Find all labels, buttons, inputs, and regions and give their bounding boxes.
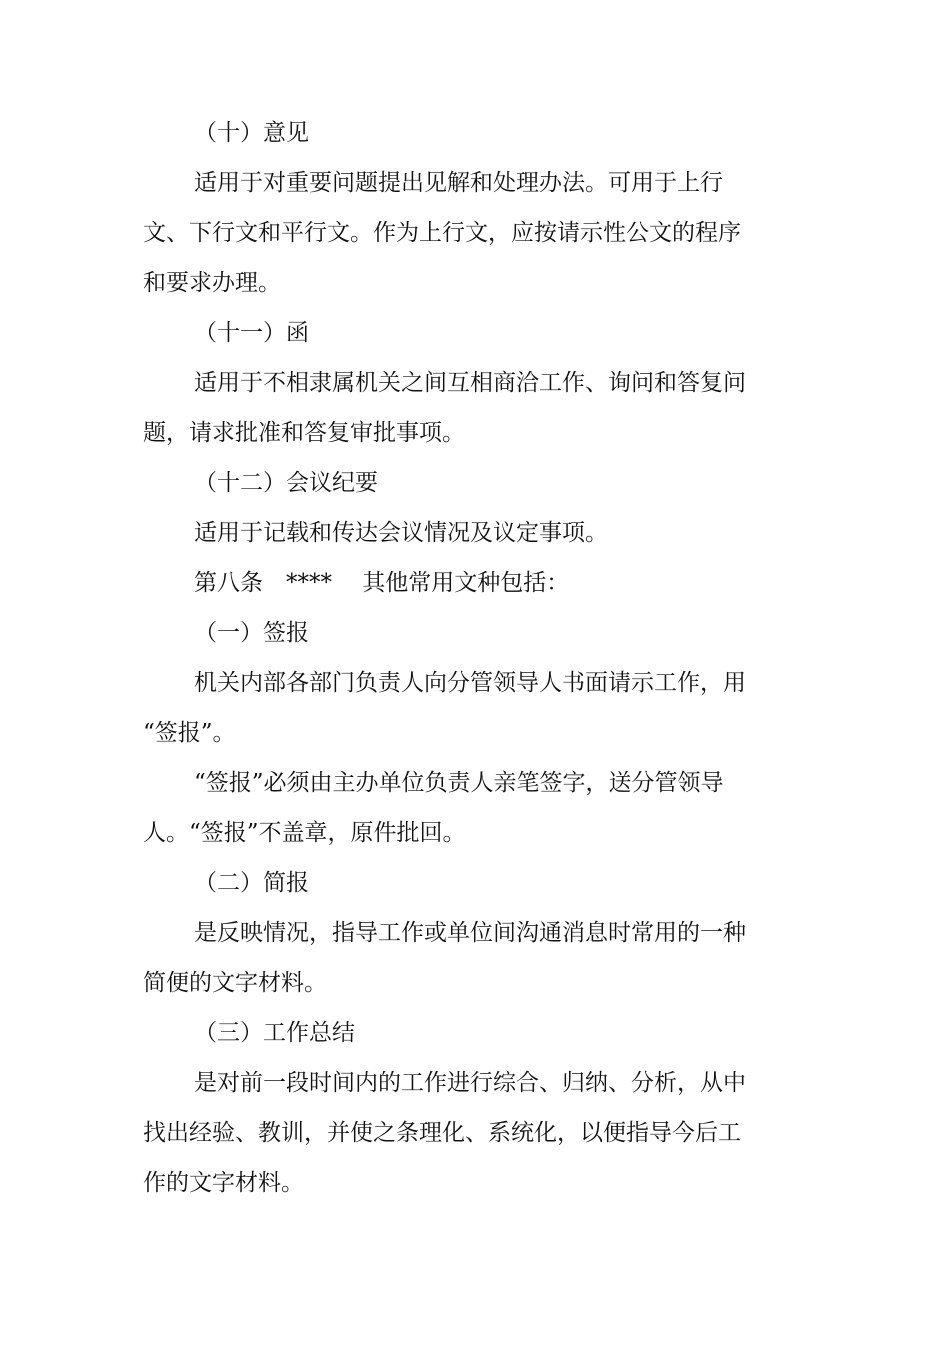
- section-heading-opinion: （十）意见: [194, 120, 309, 146]
- paragraph-line: “签报”必须由主办单位负责人亲笔签字，送分管领导: [194, 770, 724, 796]
- section-heading-meeting-minutes: （十二）会议纪要: [194, 470, 378, 496]
- paragraph-line: 适用于对重要问题提出见解和处理办法。可用于上行: [194, 170, 723, 196]
- section-heading-brief: （二）简报: [194, 870, 309, 896]
- paragraph-line: 是反映情况，指导工作或单位间沟通消息时常用的一种: [194, 920, 746, 946]
- document-body: [143, 108, 748, 1208]
- section-heading-work-summary: （三）工作总结: [194, 1020, 355, 1046]
- paragraph-line: 机关内部各部门负责人向分管领导人书面请示工作，用: [194, 670, 746, 696]
- paragraph-line: 适用于不相隶属机关之间互相商洽工作、询问和答复问: [194, 370, 746, 396]
- paragraph-line: “签报”。: [143, 720, 236, 746]
- paragraph-line: 和要求办理。: [143, 270, 281, 296]
- section-heading-sign-report: （一）签报: [194, 620, 309, 646]
- paragraph-line: 题，请求批准和答复审批事项。: [143, 420, 465, 446]
- paragraph-line: 文、下行文和平行文。作为上行文，应按请示性公文的程序: [143, 220, 741, 246]
- paragraph-line: 是对前一段时间内的工作进行综合、归纳、分析，从中: [194, 1070, 746, 1096]
- paragraph-line: 人。“签报”不盖章，原件批回。: [143, 820, 466, 846]
- article-heading: 第八条 **** 其他常用文种包括：: [194, 570, 570, 596]
- section-heading-letter: （十一）函: [194, 320, 309, 346]
- paragraph-line: 找出经验、教训，并使之条理化、系统化，以便指导今后工: [143, 1120, 741, 1146]
- paragraph-line: 简便的文字材料。: [143, 970, 327, 996]
- paragraph-line: 作的文字材料。: [143, 1170, 304, 1196]
- paragraph-line: 适用于记载和传达会议情况及议定事项。: [194, 520, 608, 546]
